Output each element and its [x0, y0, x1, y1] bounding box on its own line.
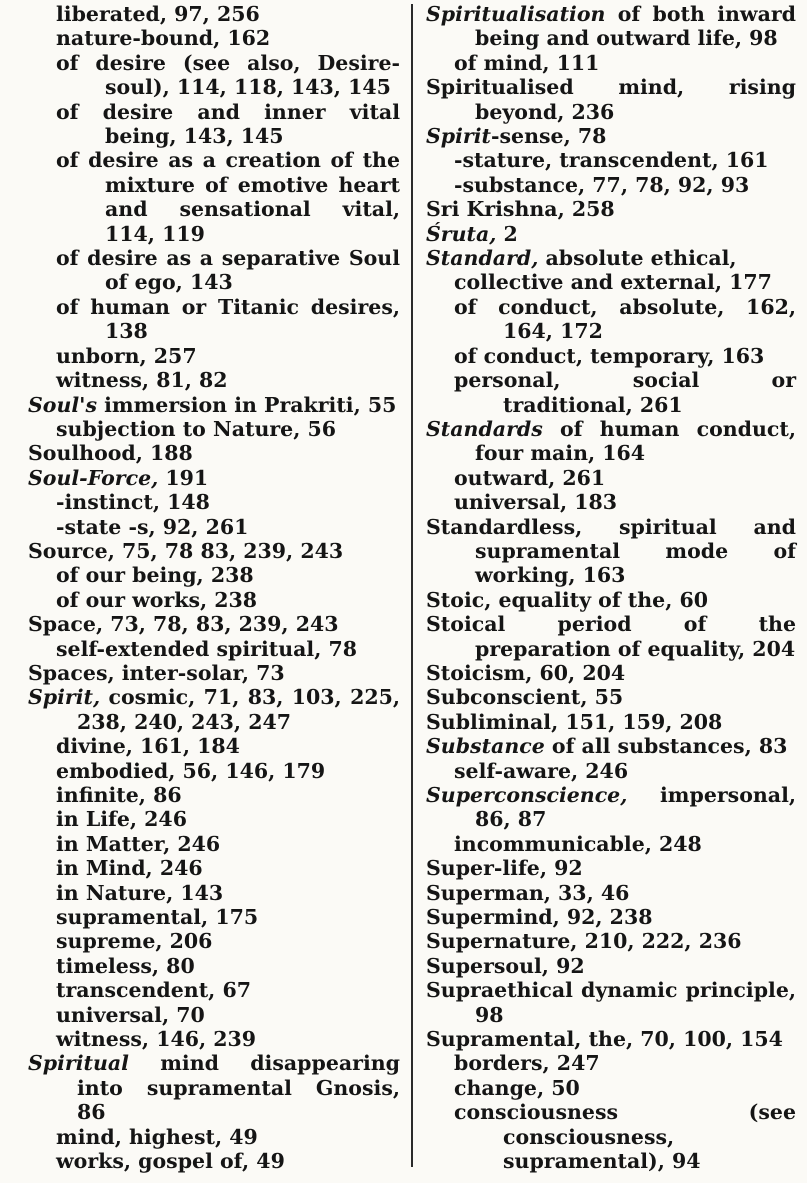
entry-text: infinite, 86 — [56, 783, 182, 807]
index-subentry — [426, 466, 796, 490]
index-entry — [28, 539, 400, 563]
entry-text: Soulhood, 188 — [28, 441, 193, 466]
index-entry — [426, 734, 796, 758]
index-subentry — [426, 759, 796, 783]
entry-text: self-extended spiritual, 78 — [56, 636, 357, 661]
index-subentry — [28, 1149, 400, 1173]
index-column-right — [426, 2, 796, 1174]
index-entry — [426, 246, 796, 270]
entry-text: universal, 70 — [56, 1002, 205, 1027]
index-entry — [426, 124, 796, 148]
entry-text: of desire as a separative Soul of ego, 143 — [56, 246, 400, 295]
entry-text: of both inward being and outward life, 98 — [475, 2, 796, 51]
entry-text: of conduct, absolute, 162, 164, 172 — [454, 294, 796, 344]
index-subentry — [28, 515, 400, 539]
index-subentry — [28, 783, 400, 807]
entry-text: of desire as a creation of the mixture of emotive heart and sensational vital, 114, 119 — [56, 148, 400, 246]
index-subentry — [28, 417, 400, 441]
index-subentry — [28, 832, 400, 856]
index-entry — [426, 515, 796, 588]
index-entry — [426, 954, 796, 978]
entry-headword: Spiritualisation — [426, 2, 606, 26]
index-entry — [28, 1051, 400, 1124]
entry-text: supreme, 206 — [56, 929, 213, 954]
entry-text: embodied, 56, 146, 179 — [56, 758, 326, 783]
entry-text: outward, 261 — [454, 465, 606, 490]
index-entry — [426, 881, 796, 905]
entry-text: Subconscient, 55 — [426, 685, 624, 710]
entry-text: collective and external, 177 — [454, 270, 772, 295]
entry-headword: Spirit — [426, 124, 491, 149]
entry-text: Stoic, equality of the, 60 — [426, 587, 708, 612]
entry-text: witness, 81, 82 — [56, 368, 228, 393]
entry-text: Stoical period of the preparation of equality, 204 — [426, 612, 796, 661]
entry-text: absolute ethical, — [538, 246, 737, 271]
entry-text: of mind, 111 — [454, 50, 600, 75]
index-entry — [426, 222, 796, 246]
index-entry — [28, 661, 400, 685]
entry-text: -instinct, 148 — [56, 490, 210, 515]
index-entry — [426, 75, 796, 124]
index-subentry — [28, 51, 400, 100]
index-subentry — [426, 368, 796, 417]
entry-text: divine, 161, 184 — [56, 734, 240, 759]
entry-text: Supersoul, 92 — [426, 953, 585, 978]
index-entry — [426, 417, 796, 466]
index-subentry — [28, 637, 400, 661]
entry-text: subjection to Nature, 56 — [56, 416, 337, 441]
entry-text: supramental, 175 — [56, 905, 259, 930]
index-subentry — [28, 734, 400, 758]
index-subentry — [28, 148, 400, 246]
index-subentry — [28, 26, 400, 50]
entry-text: transcendent, 67 — [56, 978, 251, 1003]
index-entry — [426, 1027, 796, 1051]
entry-text: of conduct, temporary, 163 — [454, 343, 765, 368]
entry-text: of desire (see also, Desire-soul), 114, 118, 143, 145 — [56, 50, 400, 100]
index-column-left — [28, 2, 400, 1174]
index-subentry — [28, 563, 400, 587]
entry-text: cosmic, 71, 83, 103, 225, 238, 240, 243, 247 — [77, 685, 400, 734]
index-subentry — [28, 100, 400, 149]
entry-text: in Life, 246 — [56, 807, 187, 832]
index-subentry — [426, 1076, 796, 1100]
entry-text: incommunicable, 248 — [454, 831, 702, 856]
index-subentry — [426, 51, 796, 75]
entry-headword: Soul-Force, — [28, 465, 159, 490]
entry-text: Spaces, inter-solar, 73 — [28, 660, 285, 685]
index-subentry — [28, 2, 400, 26]
index-entry — [426, 2, 796, 51]
index-entry — [28, 466, 400, 490]
entry-text: Supraethical dynamic principle, 98 — [426, 978, 796, 1027]
column-divider — [411, 4, 413, 1167]
entry-text: witness, 146, 239 — [56, 1027, 257, 1052]
index-subentry — [28, 759, 400, 783]
index-entry — [426, 612, 796, 661]
index-entry — [426, 685, 796, 709]
entry-text: Sri Krishna, 258 — [426, 197, 615, 222]
index-subentry — [28, 1027, 400, 1051]
entry-text: in Matter, 246 — [56, 831, 221, 856]
entry-text: of our works, 238 — [56, 587, 258, 612]
entry-text: unborn, 257 — [56, 343, 197, 368]
index-subentry — [426, 1051, 796, 1075]
entry-headword: Standards — [426, 416, 543, 441]
index-subentry — [28, 978, 400, 1002]
entry-text: -stature, transcendent, 161 — [454, 148, 769, 173]
entry-text: 2 — [496, 221, 518, 246]
entry-headword: Spiritual — [28, 1051, 129, 1076]
entry-text: Standardless, spiritual and supramental mode of working, 163 — [426, 514, 796, 588]
entry-text: Source, 75, 78 83, 239, 243 — [28, 538, 344, 563]
index-subentry — [28, 368, 400, 392]
entry-text: Spiritualised mind, rising beyond, 236 — [426, 75, 796, 124]
index-subentry — [28, 344, 400, 368]
index-subentry — [426, 270, 796, 294]
entry-headword: Śruta, — [426, 221, 497, 246]
entry-text: personal, social or traditional, 261 — [454, 368, 796, 417]
index-subentry — [28, 905, 400, 929]
index-subentry — [28, 954, 400, 978]
entry-text: Super-life, 92 — [426, 856, 583, 881]
entry-text: Space, 73, 78, 83, 239, 243 — [28, 612, 339, 637]
index-subentry — [28, 807, 400, 831]
index-entry — [28, 441, 400, 465]
entry-text: mind disappearing into supramental Gnosis, 86 — [77, 1051, 400, 1125]
entry-text: 191 — [158, 465, 209, 490]
index-subentry — [28, 588, 400, 612]
entry-text: Stoicism, 60, 204 — [426, 660, 626, 685]
index-subentry — [28, 295, 400, 344]
entry-text: -sense, 78 — [490, 124, 607, 149]
index-subentry — [28, 929, 400, 953]
entry-text: borders, 247 — [454, 1051, 600, 1076]
index-subentry — [28, 490, 400, 514]
entry-text: timeless, 80 — [56, 953, 195, 978]
index-subentry — [426, 173, 796, 197]
index-entry — [426, 783, 796, 832]
index-entry — [426, 588, 796, 612]
index-subentry — [426, 1100, 796, 1173]
index-entry — [426, 905, 796, 929]
entry-headword: Substance — [426, 734, 545, 759]
entry-text: universal, 183 — [454, 490, 618, 515]
entry-text: mind, highest, 49 — [56, 1124, 258, 1149]
index-entry — [426, 197, 796, 221]
index-subentry — [28, 1003, 400, 1027]
entry-text: Supernature, 210, 222, 236 — [426, 929, 742, 954]
entry-text: -substance, 77, 78, 92, 93 — [454, 172, 750, 197]
entry-text: -state -s, 92, 261 — [56, 514, 249, 539]
index-subentry — [426, 832, 796, 856]
index-subentry — [28, 1125, 400, 1149]
entry-headword: Soul's — [28, 392, 97, 417]
index-subentry — [28, 881, 400, 905]
entry-text: Subliminal, 151, 159, 208 — [426, 709, 723, 734]
index-entry — [426, 710, 796, 734]
entry-text: in Mind, 246 — [56, 856, 203, 881]
index-entry — [28, 685, 400, 734]
entry-text: change, 50 — [454, 1075, 580, 1100]
index-subentry — [426, 295, 796, 344]
index-subentry — [28, 246, 400, 295]
entry-text: works, gospel of, 49 — [56, 1149, 285, 1174]
entry-text: Superman, 33, 46 — [426, 880, 630, 905]
entry-text: consciousness (see consciousness, supramental), 94 — [454, 1100, 796, 1174]
index-entry — [28, 393, 400, 417]
index-subentry — [426, 344, 796, 368]
entry-text: liberated, 97, 256 — [56, 2, 260, 26]
index-entry — [426, 978, 796, 1027]
entry-headword: Superconscience, — [426, 783, 628, 807]
entry-text: of human or Titanic desires, 138 — [56, 294, 400, 344]
index-subentry — [28, 856, 400, 880]
entry-text: Supramental, the, 70, 100, 154 — [426, 1027, 783, 1052]
entry-text: in Nature, 143 — [56, 880, 224, 905]
index-entry — [28, 612, 400, 636]
index-entry — [426, 661, 796, 685]
entry-text: of human conduct, four main, 164 — [475, 416, 796, 466]
entry-text: of our being, 238 — [56, 563, 254, 588]
index-subentry — [426, 490, 796, 514]
entry-text: nature-bound, 162 — [56, 26, 271, 51]
entry-text: of desire and inner vital being, 143, 145 — [56, 99, 400, 149]
index-subentry — [426, 148, 796, 172]
entry-headword: Spirit, — [28, 685, 101, 710]
entry-text: immersion in Prakriti, 55 — [97, 392, 397, 417]
entry-text: self-aware, 246 — [454, 758, 629, 783]
entry-text: Supermind, 92, 238 — [426, 905, 653, 930]
entry-text: of all substances, 83 — [544, 734, 788, 759]
index-entry — [426, 856, 796, 880]
entry-text: impersonal, 86, 87 — [475, 783, 796, 832]
entry-headword: Standard, — [426, 246, 539, 271]
index-entry — [426, 929, 796, 953]
